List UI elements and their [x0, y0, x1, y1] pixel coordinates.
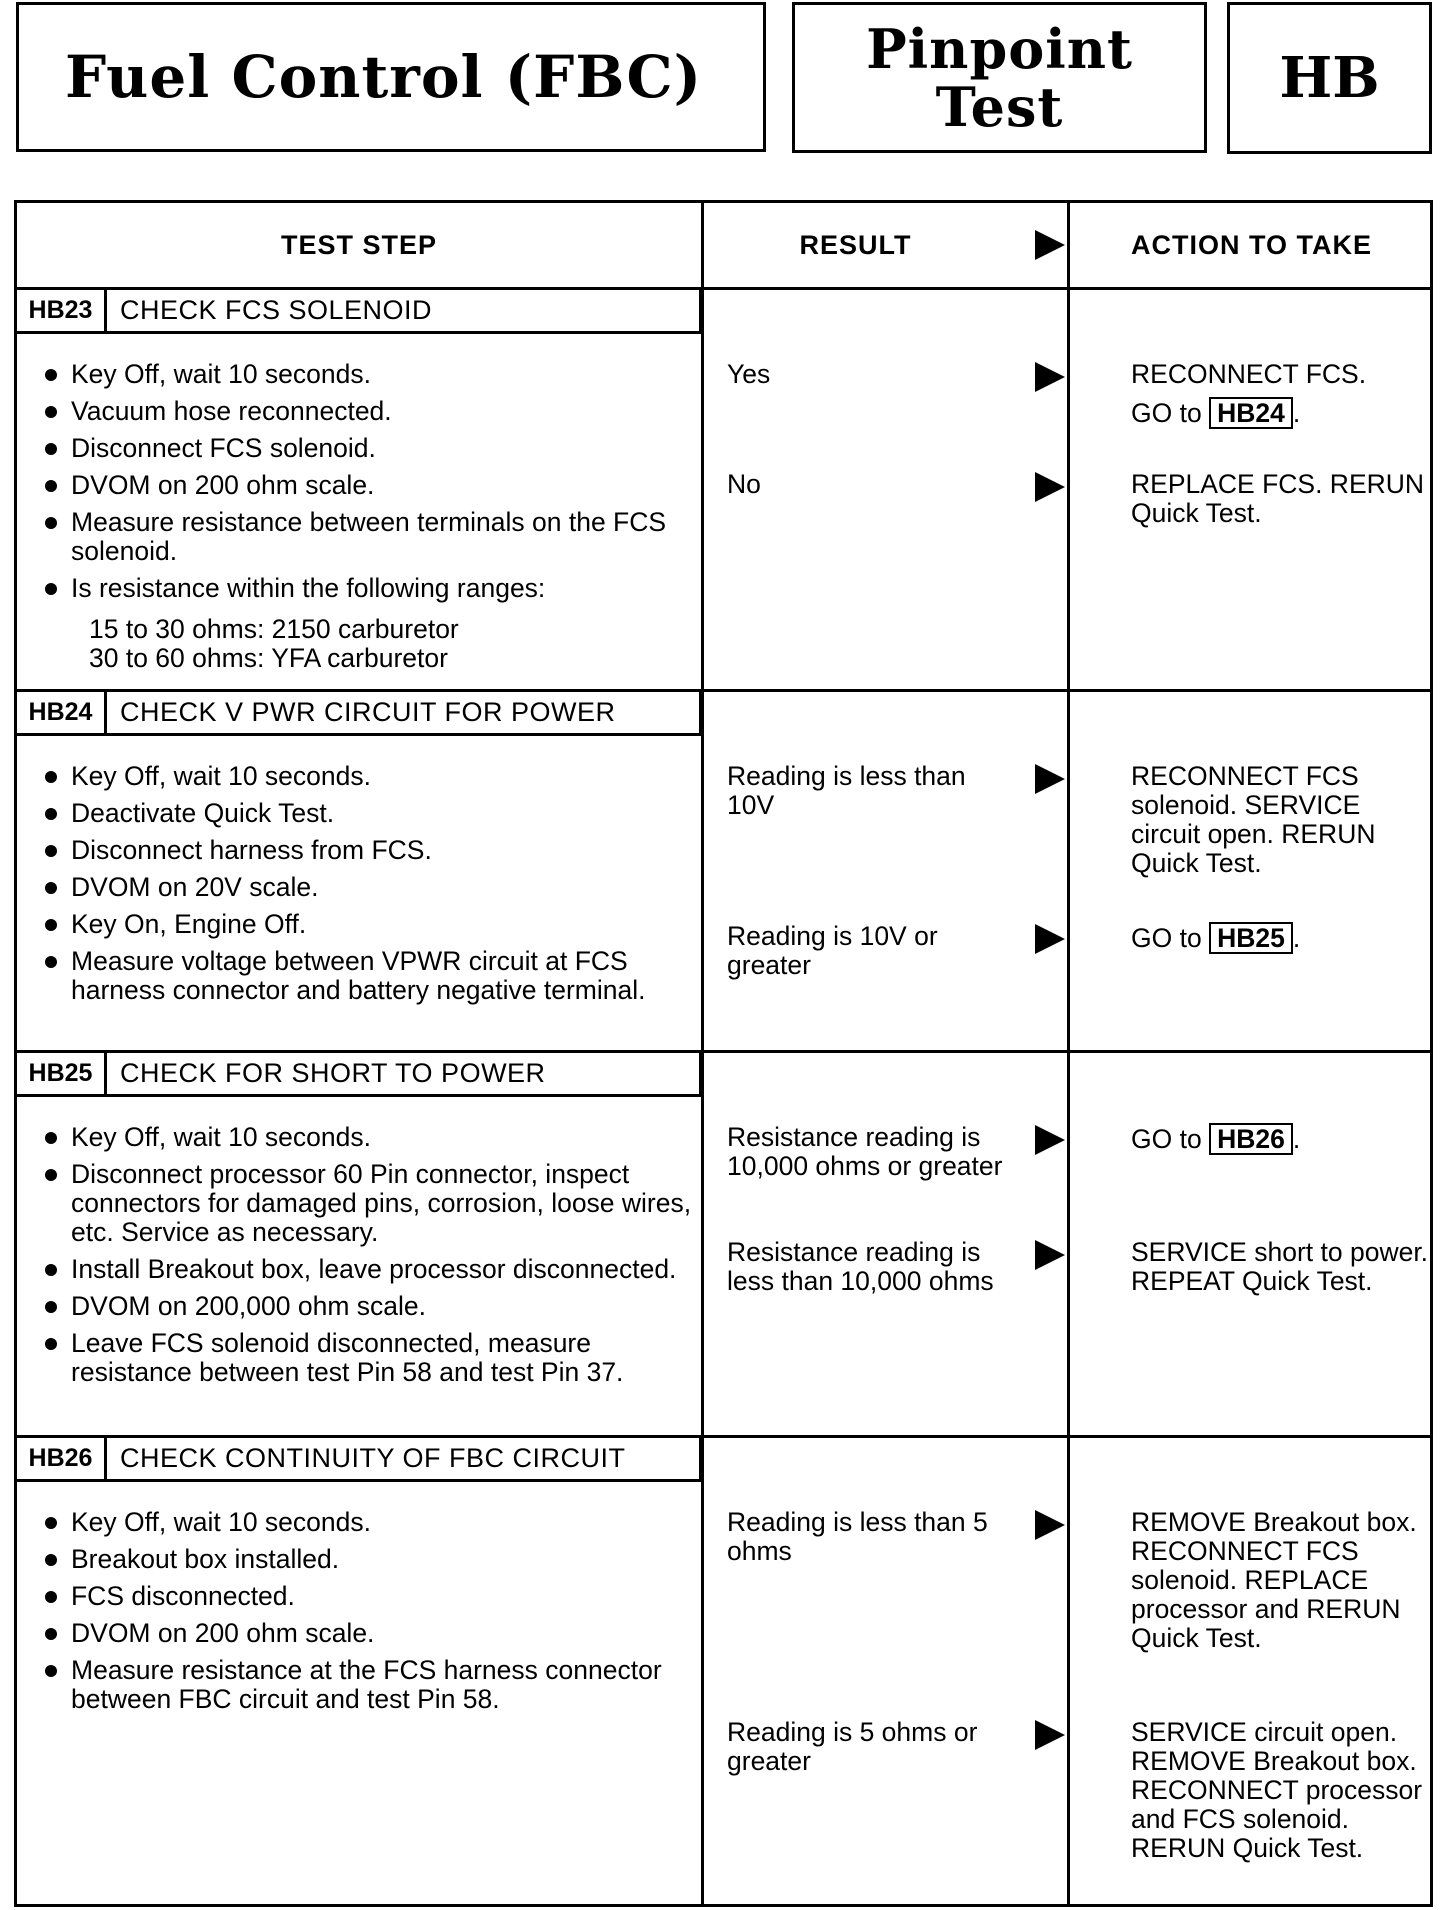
instruction-item: Deactivate Quick Test.	[43, 799, 693, 828]
result-text: Reading is 10V or greater	[727, 921, 938, 980]
goto-hb24-link[interactable]: HB24	[1209, 397, 1293, 429]
column-header-action-label: ACTION TO TAKE	[1131, 230, 1372, 260]
goto-prefix: GO to	[1131, 398, 1202, 428]
step-instructions	[43, 1123, 693, 1395]
goto-hb25-link[interactable]: HB25	[1209, 922, 1293, 954]
step-header	[17, 1053, 702, 1097]
result-arrow-icon	[1035, 1510, 1065, 1540]
instruction-item: Install Breakout box, leave processor disconnected.	[43, 1255, 693, 1284]
step-code: HB25	[17, 1053, 107, 1094]
instruction-item: Disconnect harness from FCS.	[43, 836, 693, 865]
instruction-item: DVOM on 200,000 ohm scale.	[43, 1292, 693, 1321]
column-header-action	[1070, 203, 1433, 288]
instruction-item: Vacuum hose reconnected.	[43, 397, 693, 426]
instruction-item: Measure voltage between VPWR circuit at FCS harness connector and battery negative terminal.	[43, 947, 693, 1005]
result-text: Reading is 5 ohms or greater	[727, 1717, 978, 1776]
column-header-result	[704, 203, 1067, 288]
instruction-item: Key Off, wait 10 seconds.	[43, 762, 693, 791]
result-arrow-icon	[1035, 1125, 1065, 1155]
step-header	[17, 290, 702, 334]
result-arrow-icon	[1035, 1720, 1065, 1750]
instruction-item: DVOM on 200 ohm scale.	[43, 471, 693, 500]
goto-hb26-link[interactable]: HB26	[1209, 1123, 1293, 1155]
goto-line: GO to HB24 .	[1131, 398, 1301, 428]
instruction-item: Measure resistance between terminals on the FCS solenoid.	[43, 508, 693, 566]
step-section-hb26	[17, 1438, 1430, 1904]
instruction-item: DVOM on 20V scale.	[43, 873, 693, 902]
step-instructions	[43, 1508, 693, 1722]
action-text: SERVICE short to power. REPEAT Quick Test.	[1131, 1237, 1429, 1296]
step-code: HB23	[17, 290, 107, 331]
instruction-item: FCS disconnected.	[43, 1582, 693, 1611]
goto-line: GO to HB25 .	[1131, 923, 1301, 953]
step-code: HB26	[17, 1438, 107, 1479]
step-section-hb23	[17, 290, 1430, 689]
column-header-test-step	[17, 203, 701, 288]
step-instructions	[43, 360, 693, 611]
step-title: CHECK FOR SHORT TO POWER	[120, 1058, 546, 1088]
instruction-item: Disconnect processor 60 Pin connector, inspect connectors for damaged pins, corrosion, loose wires, etc. Service as necessary.	[43, 1160, 693, 1247]
result-text: Reading is less than 5 ohms	[727, 1507, 988, 1566]
test-code-text: HB	[1279, 45, 1380, 111]
action-text	[1131, 360, 1431, 429]
step-header	[17, 1438, 702, 1482]
column-header-test-step-label: TEST STEP	[280, 230, 438, 260]
step-title: CHECK FCS SOLENOID	[120, 295, 433, 325]
result-arrow-icon	[1035, 764, 1065, 794]
instruction-item: DVOM on 200 ohm scale.	[43, 1619, 693, 1648]
goto-prefix: GO to	[1131, 1124, 1202, 1154]
instruction-item: Disconnect FCS solenoid.	[43, 434, 693, 463]
result-text: Reading is less than 10V	[727, 761, 966, 820]
action-text: REMOVE Breakout box. RECONNECT FCS solenoid. REPLACE processor and RERUN Quick Test.	[1131, 1507, 1417, 1653]
resistance-ranges	[89, 615, 689, 673]
pinpoint-test-table	[14, 200, 1433, 1907]
range-line: 15 to 30 ohms: 2150 carburetor	[89, 614, 459, 644]
action-text: SERVICE circuit open. REMOVE Breakout box. RECONNECT processor and FCS solenoid. RERUN Quick Test.	[1131, 1717, 1423, 1863]
pinpoint-test-label	[792, 2, 1207, 153]
result-text: Resistance reading is 10,000 ohms or greater	[727, 1122, 1003, 1181]
action-line: RECONNECT FCS.	[1131, 359, 1367, 389]
result-text: Yes	[727, 359, 771, 389]
result-arrow-icon	[1035, 472, 1065, 502]
goto-line: GO to HB26 .	[1131, 1124, 1301, 1154]
instruction-item: Key Off, wait 10 seconds.	[43, 1508, 693, 1537]
action-text: RECONNECT FCS solenoid. SERVICE circuit open. RERUN Quick Test.	[1131, 761, 1376, 878]
test-code-badge	[1227, 2, 1432, 154]
instruction-item: Key Off, wait 10 seconds.	[43, 360, 693, 389]
range-line: 30 to 60 ohms: YFA carburetor	[89, 643, 448, 673]
column-header-result-label: RESULT	[799, 230, 912, 260]
result-arrow-icon	[1035, 1240, 1065, 1270]
step-code: HB24	[17, 692, 107, 733]
instruction-item: Key On, Engine Off.	[43, 910, 693, 939]
instruction-item: Key Off, wait 10 seconds.	[43, 1123, 693, 1152]
header-arrow-icon	[1035, 230, 1065, 260]
instruction-item: Measure resistance at the FCS harness connector between FBC circuit and test Pin 58.	[43, 1656, 693, 1714]
step-header	[17, 692, 702, 736]
pinpoint-line-1: Pinpoint	[866, 16, 1133, 81]
page-title-text: Fuel Control (FBC)	[65, 43, 703, 111]
action-text: REPLACE FCS. RERUN Quick Test.	[1131, 469, 1425, 528]
result-text: No	[727, 469, 761, 499]
step-title: CHECK CONTINUITY OF FBC CIRCUIT	[120, 1443, 626, 1473]
step-title: CHECK V PWR CIRCUIT FOR POWER	[120, 697, 616, 727]
page-title	[16, 2, 766, 152]
pinpoint-line-2: Test	[935, 74, 1064, 139]
instruction-item: Is resistance within the following ranges:	[43, 574, 693, 603]
result-arrow-icon	[1035, 362, 1065, 392]
goto-prefix: GO to	[1131, 923, 1202, 953]
instruction-item: Breakout box installed.	[43, 1545, 693, 1574]
step-section-hb25	[17, 1053, 1430, 1435]
instruction-item: Leave FCS solenoid disconnected, measure resistance between test Pin 58 and test Pin 37.	[43, 1329, 693, 1387]
result-text: Resistance reading is less than 10,000 ohms	[727, 1237, 994, 1296]
step-section-hb24	[17, 692, 1430, 1050]
result-arrow-icon	[1035, 924, 1065, 954]
step-instructions	[43, 762, 693, 1013]
